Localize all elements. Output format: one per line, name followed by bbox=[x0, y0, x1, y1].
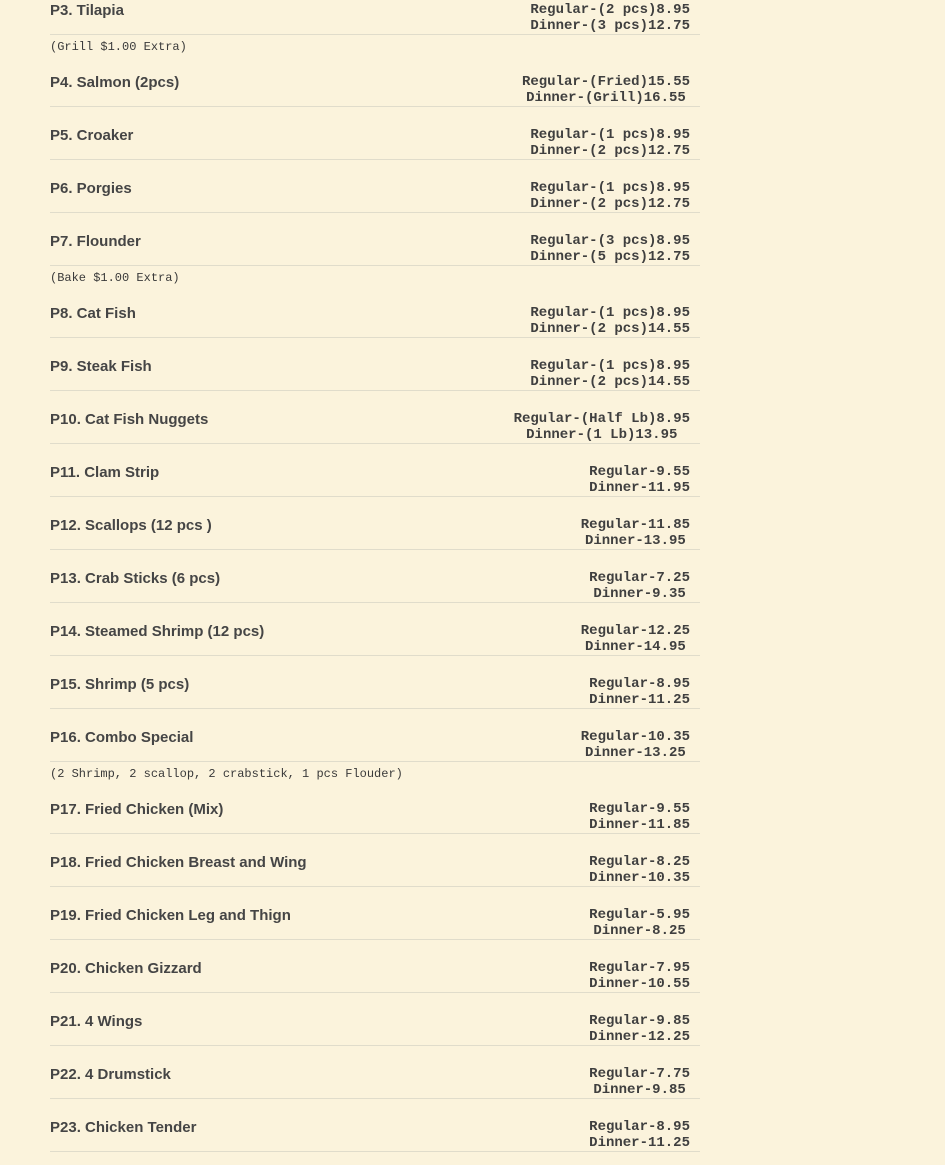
menu-item-name: P20. Chicken Gizzard bbox=[50, 960, 202, 977]
menu-item-prices bbox=[589, 960, 690, 992]
menu-item bbox=[50, 462, 700, 497]
dinner-price: Dinner-10.35 bbox=[589, 870, 690, 886]
menu-item-prices bbox=[530, 180, 690, 212]
menu-spacer bbox=[50, 550, 700, 568]
regular-price: Regular-(Fried)15.55 bbox=[521, 74, 690, 90]
dinner-price: Dinner-(2 pcs)14.55 bbox=[530, 321, 690, 337]
menu-spacer bbox=[50, 834, 700, 852]
menu-item bbox=[50, 303, 700, 338]
dinner-price: Dinner-9.35 bbox=[593, 586, 686, 602]
menu-item bbox=[50, 621, 700, 656]
regular-price: Regular-7.25 bbox=[589, 570, 690, 586]
regular-price: Regular-9.55 bbox=[589, 464, 690, 480]
menu-item-name: P14. Steamed Shrimp (12 pcs) bbox=[50, 623, 265, 640]
menu-item bbox=[50, 905, 700, 940]
menu-item-name: P10. Cat Fish Nuggets bbox=[50, 411, 209, 428]
menu-item-prices bbox=[581, 729, 690, 761]
menu-item-name: P18. Fried Chicken Breast and Wing bbox=[50, 854, 307, 871]
menu-note: (Grill $1.00 Extra) bbox=[50, 40, 187, 54]
menu-spacer bbox=[50, 497, 700, 515]
menu-item bbox=[50, 958, 700, 993]
regular-price: Regular-(Half Lb)8.95 bbox=[513, 411, 690, 427]
menu-item-prices bbox=[530, 358, 690, 390]
dinner-price: Dinner-(Grill)16.55 bbox=[526, 90, 686, 106]
dinner-price: Dinner-13.25 bbox=[584, 745, 686, 761]
menu-item-name: P11. Clam Strip bbox=[50, 464, 160, 481]
menu-item bbox=[50, 1117, 700, 1152]
menu-item-name: P23. Chicken Tender bbox=[50, 1119, 197, 1136]
dinner-price: Dinner-14.95 bbox=[584, 639, 686, 655]
dinner-price: Dinner-11.25 bbox=[589, 692, 690, 708]
menu-spacer bbox=[50, 1099, 700, 1117]
menu-note: (Bake $1.00 Extra) bbox=[50, 271, 180, 285]
regular-price: Regular-(1 pcs)8.95 bbox=[530, 305, 690, 321]
menu-item-prices bbox=[589, 801, 690, 833]
dinner-price: Dinner-11.95 bbox=[589, 480, 690, 496]
dinner-price: Dinner-(2 pcs)12.75 bbox=[530, 196, 690, 212]
regular-price: Regular-(2 pcs)8.95 bbox=[530, 2, 690, 18]
regular-price: Regular-(1 pcs)8.95 bbox=[530, 358, 690, 374]
menu-item bbox=[50, 568, 700, 603]
menu-item-name: P4. Salmon (2pcs) bbox=[50, 74, 180, 91]
regular-price: Regular-9.55 bbox=[589, 801, 690, 817]
menu-item-prices bbox=[589, 907, 690, 939]
menu-item-name: P3. Tilapia bbox=[50, 2, 124, 19]
menu-item-name: P8. Cat Fish bbox=[50, 305, 136, 322]
dinner-price: Dinner-12.25 bbox=[589, 1029, 690, 1045]
regular-price: Regular-8.95 bbox=[589, 676, 690, 692]
dinner-price: Dinner-(5 pcs)12.75 bbox=[530, 249, 690, 265]
menu-item-prices bbox=[589, 676, 690, 708]
menu-spacer bbox=[50, 213, 700, 231]
menu-item-name: P15. Shrimp (5 pcs) bbox=[50, 676, 190, 693]
menu-spacer bbox=[50, 107, 700, 125]
menu-item-prices bbox=[530, 233, 690, 265]
menu-item-prices bbox=[581, 517, 690, 549]
regular-price: Regular-7.75 bbox=[589, 1066, 690, 1082]
menu-item-prices bbox=[522, 74, 690, 106]
dinner-price: Dinner-(1 Lb)13.95 bbox=[526, 427, 678, 443]
menu-spacer bbox=[50, 444, 700, 462]
menu-item-name: P7. Flounder bbox=[50, 233, 141, 250]
menu-item bbox=[50, 799, 700, 834]
menu-list bbox=[50, 0, 700, 1152]
menu-spacer bbox=[50, 656, 700, 674]
regular-price: Regular-7.95 bbox=[589, 960, 690, 976]
menu-item bbox=[50, 72, 700, 107]
regular-price: Regular-5.95 bbox=[589, 907, 690, 923]
menu-item bbox=[50, 515, 700, 550]
dinner-price: Dinner-(2 pcs)12.75 bbox=[530, 143, 690, 159]
menu-item-prices bbox=[589, 1013, 690, 1045]
menu-item-prices bbox=[581, 623, 690, 655]
dinner-price: Dinner-8.25 bbox=[593, 923, 686, 939]
dinner-price: Dinner-10.55 bbox=[589, 976, 690, 992]
menu-item-prices bbox=[530, 127, 690, 159]
menu-item-name: P9. Steak Fish bbox=[50, 358, 152, 375]
menu-item-name: P12. Scallops (12 pcs ) bbox=[50, 517, 212, 534]
menu-item bbox=[50, 231, 700, 266]
menu-spacer bbox=[50, 603, 700, 621]
menu-item-prices bbox=[589, 1066, 690, 1098]
dinner-price: Dinner-11.85 bbox=[589, 817, 690, 833]
dinner-price: Dinner-13.95 bbox=[584, 533, 686, 549]
dinner-price: Dinner-(2 pcs)14.55 bbox=[530, 374, 690, 390]
menu-item bbox=[50, 356, 700, 391]
dinner-price: Dinner-9.85 bbox=[593, 1082, 686, 1098]
regular-price: Regular-8.25 bbox=[589, 854, 690, 870]
regular-price: Regular-9.85 bbox=[589, 1013, 690, 1029]
menu-item-prices bbox=[530, 2, 690, 34]
menu-item bbox=[50, 727, 700, 762]
menu-item-prices bbox=[514, 411, 690, 443]
menu-item bbox=[50, 1064, 700, 1099]
menu-spacer bbox=[50, 160, 700, 178]
menu-spacer bbox=[50, 1046, 700, 1064]
menu-item-name: P5. Croaker bbox=[50, 127, 134, 144]
regular-price: Regular-8.95 bbox=[589, 1119, 690, 1135]
menu-item-prices bbox=[589, 570, 690, 602]
menu-item-name: P6. Porgies bbox=[50, 180, 132, 197]
regular-price: Regular-11.85 bbox=[580, 517, 690, 533]
regular-price: Regular-(3 pcs)8.95 bbox=[530, 233, 690, 249]
menu-spacer bbox=[50, 391, 700, 409]
menu-item bbox=[50, 1011, 700, 1046]
menu-item-prices bbox=[589, 854, 690, 886]
menu-note: (2 Shrimp, 2 scallop, 2 crabstick, 1 pcs Flouder) bbox=[50, 767, 403, 781]
menu-item-name: P17. Fried Chicken (Mix) bbox=[50, 801, 224, 818]
dinner-price: Dinner-(3 pcs)12.75 bbox=[530, 18, 690, 34]
menu-item-prices bbox=[530, 305, 690, 337]
regular-price: Regular-10.35 bbox=[580, 729, 690, 745]
menu-item-name: P22. 4 Drumstick bbox=[50, 1066, 171, 1083]
regular-price: Regular-(1 pcs)8.95 bbox=[530, 127, 690, 143]
menu-spacer bbox=[50, 887, 700, 905]
menu-spacer bbox=[50, 993, 700, 1011]
menu-item-name: P13. Crab Sticks (6 pcs) bbox=[50, 570, 221, 587]
menu-spacer bbox=[50, 338, 700, 356]
menu-item bbox=[50, 125, 700, 160]
menu-item-name: P19. Fried Chicken Leg and Thign bbox=[50, 907, 291, 924]
regular-price: Regular-12.25 bbox=[580, 623, 690, 639]
menu-item bbox=[50, 409, 700, 444]
menu-item bbox=[50, 674, 700, 709]
dinner-price: Dinner-11.25 bbox=[589, 1135, 690, 1151]
menu-item bbox=[50, 852, 700, 887]
menu-item-prices bbox=[589, 1119, 690, 1151]
regular-price: Regular-(1 pcs)8.95 bbox=[530, 180, 690, 196]
menu-item bbox=[50, 0, 700, 35]
menu-item-name: P21. 4 Wings bbox=[50, 1013, 143, 1030]
menu-spacer bbox=[50, 940, 700, 958]
menu-spacer bbox=[50, 709, 700, 727]
menu-item bbox=[50, 178, 700, 213]
menu-item-prices bbox=[589, 464, 690, 496]
menu-item-name: P16. Combo Special bbox=[50, 729, 194, 746]
